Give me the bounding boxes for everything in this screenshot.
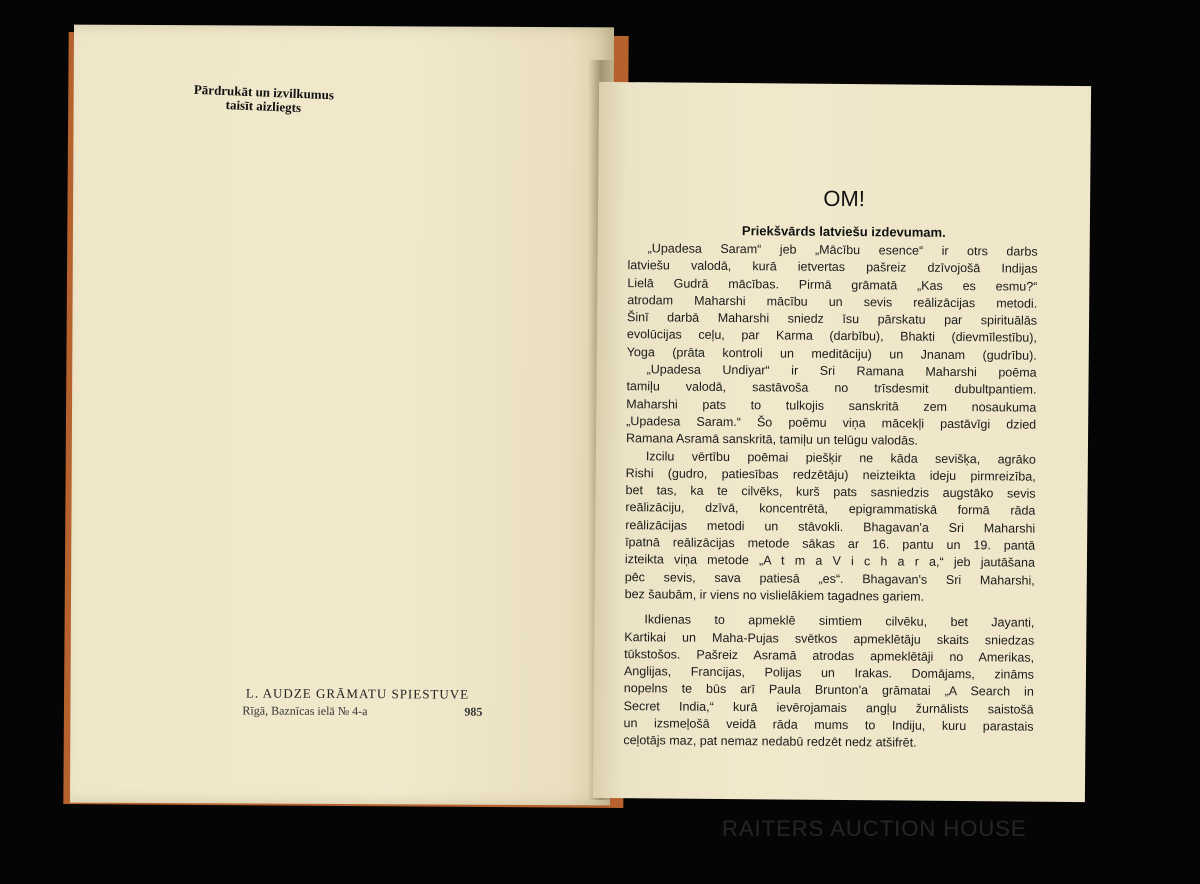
preface-title: Priekšvārds latviešu izdevumam. bbox=[741, 223, 946, 240]
text-line: Kartikai un Maha-Pujas svētkos apmeklētāju skaits sniedzas bbox=[624, 629, 1035, 648]
text-line: bet tas, ka te cilvēks, kurš pats sasniedzis augstāko sevis bbox=[625, 483, 1036, 501]
text-line: ceļotājs maz, pat nemaz nedabū redzēt nedz atšifrēt. bbox=[623, 733, 917, 750]
text-line: reālizāciju, dzīvā, koncentrētā, epigrammatiskā formā rāda bbox=[625, 500, 1036, 519]
text-line: latviešu valodā, kurā ietvertas pašreiz dzīvojošā Indijas bbox=[627, 258, 1038, 276]
preface-body bbox=[623, 240, 1037, 753]
right-page bbox=[593, 82, 1091, 802]
text-line: Anglijas, Francijas, Polijas un Irakas. Domājams, zināms bbox=[623, 664, 1035, 682]
text-line: „Upadesa Saram“ jeb „Mācību esence“ ir otrs darbs bbox=[647, 241, 1038, 259]
text-line: reālizācijas metodi un stāvokli. Bhagavan'a Sri Maharshi bbox=[625, 517, 1036, 536]
text-line: tūkstošos. Pašreiz Asramā atrodas apmeklētāji no Amerikas, bbox=[624, 646, 1035, 665]
text-line: izteikta viņa metode „A t m a V i c h a r a,“ jeb jautāšana bbox=[624, 552, 1036, 571]
text-line: tamiļu valodā, sastāvoša no trīsdesmit dubultpantiem. bbox=[626, 379, 1037, 398]
reprint-notice-line-2: taisīt aizliegts bbox=[225, 97, 302, 116]
watermark: RAITERS AUCTION HOUSE bbox=[722, 816, 1027, 841]
printer-address: Rīgā, Baznīcas ielā № 4-a bbox=[242, 703, 368, 719]
printer-number: 985 bbox=[464, 704, 483, 719]
text-line: pēc sevis, sava patiesā „es“. Bhagavan's Sri Maharshi, bbox=[624, 569, 1035, 588]
text-line: Yoga (prāta kontroli un meditāciju) un Jnanam (gudrību). bbox=[626, 344, 1037, 363]
text-line: īpatnā reālizācijas metode sākas ar 16. pantu un 19. pantā bbox=[625, 535, 1036, 553]
text-line: „Upadesa Saram.“ Šo poēmu viņa mācekļi pastāvīgi dzied bbox=[626, 414, 1037, 432]
text-line: bez šaubām, ir viens no vislielākiem tagadnes gariem. bbox=[624, 587, 925, 604]
page-heading: OM! bbox=[823, 185, 866, 212]
text-line: Izcilu vērtību poēmai piešķir ne kāda sevišķa, agrāko bbox=[645, 448, 1036, 467]
printer-name: L. AUDZE GRĀMATU SPIESTUVE bbox=[245, 685, 470, 702]
text-line: nopelns te būs arī Paula Brunton'a grāmatai „A Search in bbox=[623, 681, 1034, 700]
reprint-notice bbox=[178, 82, 349, 117]
text-line: Ramana Asramā sanskritā, tamiļu un telūgu valodās. bbox=[625, 431, 918, 448]
text-line: Šinī darbā Maharshi sniedz īsu pārskatu par spirituālās bbox=[627, 310, 1038, 328]
text-line: Lielā Gudrā mācības. Pirmā grāmatā „Kas es esmu?“ bbox=[627, 275, 1038, 294]
text-line: „Upadesa Undiyar“ ir Sri Ramana Maharshi poēma bbox=[646, 362, 1037, 380]
text-line: atrodam Maharshi mācību un sevis reālizācijas metodi. bbox=[627, 293, 1038, 311]
left-page bbox=[70, 25, 614, 806]
reprint-notice-line-1: Pārdrukāt un izvilkumus bbox=[193, 81, 335, 103]
text-line: Ikdienas to apmeklē simtiem cilvēku, bet Jayanti, bbox=[644, 612, 1035, 630]
printer-address-row bbox=[242, 703, 482, 719]
text-line: Rishi (gudro, patiesības redzētāju) neizteikta ideju pirmreizība, bbox=[625, 465, 1036, 484]
text-line: un izsmeļošā veidā rāda mums to Indiju, kuru parastais bbox=[623, 716, 1034, 734]
text-line: evolūcijas ceļu, par Karma (darbību), Bhakti (dievmīlestību), bbox=[626, 327, 1037, 346]
text-line: Maharshi pats to tulkojis sanskritā zem nosaukuma bbox=[626, 396, 1037, 415]
text-line: Secret India,“ kurā ievērojamais angļu žurnālists saistošā bbox=[623, 698, 1034, 717]
